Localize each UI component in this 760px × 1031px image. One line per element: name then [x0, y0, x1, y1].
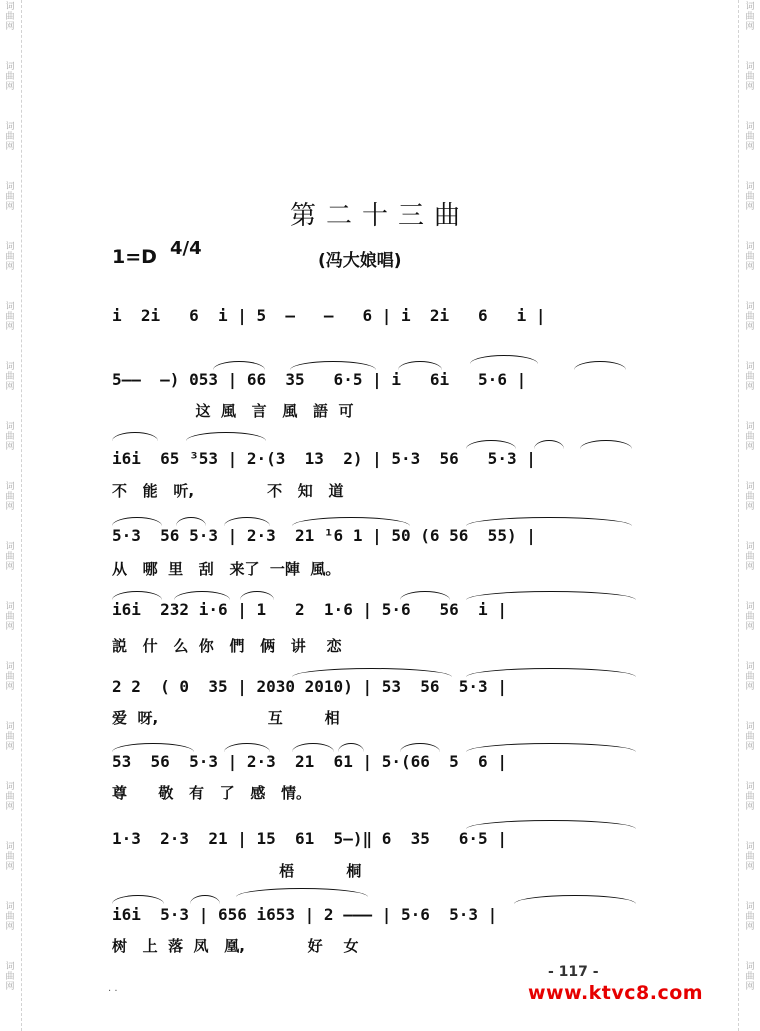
song-title: 第二十三曲 — [289, 201, 470, 231]
slur-mark — [338, 743, 364, 752]
side-watermark-text: 词 曲 网 — [745, 782, 755, 812]
slur-mark — [398, 361, 442, 370]
side-watermark-text: 词 曲 网 — [5, 62, 15, 92]
lyric-line-6: 爱 呀, 互 相 — [112, 709, 340, 727]
lyric-line-4: 从 哪 里 刮 来了 一陣 風。 — [112, 560, 341, 578]
slur-mark — [534, 440, 564, 449]
slur-mark — [240, 591, 274, 600]
slur-mark — [466, 440, 516, 449]
side-watermark-text: 词 曲 网 — [5, 482, 15, 512]
slur-mark — [466, 591, 636, 600]
side-watermark-text: 词 曲 网 — [5, 542, 15, 572]
side-watermark-text: 词 曲 网 — [5, 962, 15, 992]
notation-line-8: 1·3 2·3 21 | 15 61 5—)‖ 6 35 6·5 | — [112, 829, 507, 848]
side-watermark-text: 词 曲 网 — [745, 362, 755, 392]
slur-mark — [174, 591, 230, 600]
lyric-line-7: 尊 敬 有 了 感 情。 — [112, 784, 311, 802]
lyric-line-9: 树 上 落 凤 凰, 好 女 — [112, 937, 359, 955]
slur-mark — [574, 361, 626, 370]
side-watermark-text: 词 曲 网 — [5, 602, 15, 632]
slur-mark — [186, 432, 266, 441]
side-watermark-text: 词 曲 网 — [5, 782, 15, 812]
side-watermark-text: 词 曲 网 — [5, 362, 15, 392]
left-watermark-column — [2, 0, 18, 1031]
notation-line-9: i6i 5·3 | 656 i653 | 2 ——— | 5·6 5·3 | — [112, 905, 498, 924]
side-watermark-text: 词 曲 网 — [5, 722, 15, 752]
side-watermark-text: 词 曲 网 — [745, 62, 755, 92]
side-watermark-text: 词 曲 网 — [745, 842, 755, 872]
notation-line-2: 5—— —) 053 | 66 35 6·5 | i 6i 5·6 | — [112, 370, 527, 389]
side-watermark-text: 词 曲 网 — [745, 482, 755, 512]
side-watermark-text: 词 曲 网 — [745, 302, 755, 332]
lyric-line-2: 这 風 言 風 語 可 — [112, 402, 354, 420]
slur-mark — [292, 668, 452, 677]
slur-mark — [400, 743, 440, 752]
page-number: - 117 - — [548, 964, 599, 980]
slur-mark — [514, 895, 636, 904]
slur-mark — [112, 895, 164, 904]
side-watermark-text: 词 曲 网 — [745, 962, 755, 992]
side-watermark-text: 词 曲 网 — [745, 662, 755, 692]
side-watermark-text: 词 曲 网 — [745, 242, 755, 272]
notation-line-6: 2 2 ( 0 35 | 2030 2010) | 53 56 5·3 | — [112, 677, 507, 696]
slur-mark — [466, 517, 632, 526]
side-watermark-text: 词 曲 网 — [745, 122, 755, 152]
right-watermark-column — [742, 0, 758, 1031]
slur-mark — [213, 361, 265, 370]
slur-mark — [466, 668, 636, 677]
side-watermark-text: 词 曲 网 — [745, 2, 755, 32]
slur-mark — [580, 440, 632, 449]
slur-mark — [470, 355, 538, 364]
site-watermark[interactable]: www.ktvc8.com — [528, 982, 704, 1004]
side-watermark-text: 词 曲 网 — [745, 542, 755, 572]
slur-mark — [112, 591, 162, 600]
lyric-line-5: 説 什 么 你 們 俩 讲 恋 — [112, 637, 342, 655]
slur-mark — [112, 743, 194, 752]
side-watermark-text: 词 曲 网 — [5, 242, 15, 272]
slur-mark — [224, 743, 270, 752]
notation-line-7: 53 56 5·3 | 2·3 21 61 | 5·(66 5 6 | — [112, 752, 507, 771]
left-dashed-divider — [21, 0, 22, 1031]
slur-mark — [190, 895, 220, 904]
side-watermark-text: 词 曲 网 — [5, 182, 15, 212]
notation-line-1: i 2i 6 i | 5 — — 6 | i 2i 6 i | — [112, 306, 546, 325]
time-signature: 4/4 — [170, 238, 202, 259]
side-watermark-text: 词 曲 网 — [745, 422, 755, 452]
side-watermark-text: 词 曲 网 — [745, 602, 755, 632]
side-watermark-text: 词 曲 网 — [745, 902, 755, 932]
scan-dots: · · — [108, 986, 118, 997]
side-watermark-text: 词 曲 网 — [5, 122, 15, 152]
slur-mark — [176, 517, 206, 526]
slur-mark — [112, 432, 158, 441]
side-watermark-text: 词 曲 网 — [5, 422, 15, 452]
side-watermark-text: 词 曲 网 — [5, 902, 15, 932]
lyric-line-8: 梧 桐 — [112, 862, 362, 880]
notation-line-3: i6i 65 ³53 | 2·(3 13 2) | 5·3 56 5·3 | — [112, 449, 536, 468]
notation-line-5: i6i 232 i·6 | 1 2 1·6 | 5·6 56 i | — [112, 600, 507, 619]
side-watermark-text: 词 曲 网 — [5, 302, 15, 332]
slur-mark — [466, 743, 636, 752]
slur-mark — [112, 517, 162, 526]
slur-mark — [292, 517, 410, 526]
slur-mark — [224, 517, 270, 526]
slur-mark — [292, 743, 334, 752]
slur-mark — [400, 591, 450, 600]
slur-mark — [236, 888, 368, 897]
side-watermark-text: 词 曲 网 — [745, 722, 755, 752]
key-signature: 1=D — [112, 246, 157, 268]
side-watermark-text: 词 曲 网 — [5, 842, 15, 872]
singer-label: (冯大娘唱) — [318, 251, 402, 271]
lyric-line-3: 不 能 听, 不 知 道 — [112, 482, 344, 500]
side-watermark-text: 词 曲 网 — [5, 662, 15, 692]
right-dashed-divider — [738, 0, 739, 1031]
slur-mark — [290, 361, 376, 370]
side-watermark-text: 词 曲 网 — [745, 182, 755, 212]
slur-mark — [466, 820, 636, 829]
side-watermark-text: 词 曲 网 — [5, 2, 15, 32]
notation-line-4: 5·3 56 5·3 | 2·3 21 ¹6 1 | 50 (6 56 55) | — [112, 526, 536, 545]
